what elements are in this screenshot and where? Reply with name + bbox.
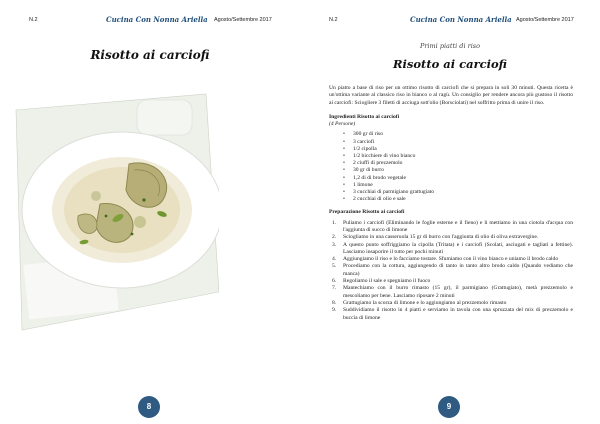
step-text: Sciogliamo in una casseruola 15 gr di burro con l'aggiunta di olio di oliva extravergine. <box>343 234 539 241</box>
ingredient-item: • 1/2 cipolla <box>353 146 573 153</box>
step-item <box>332 307 573 322</box>
page-title-left: Risotto ai carciofi <box>90 48 210 62</box>
step-item <box>332 234 573 241</box>
servings-note: (4 Persone) <box>329 121 356 128</box>
step-text: Aggiungiamo il riso e lo facciamo tostare. Sfumiamo con il vino bianco e uniamo il brodo caldo <box>343 256 559 263</box>
ingredient-item: • 1/2 bicchiere di vino bianco <box>353 153 573 160</box>
step-number: 6. <box>332 278 337 285</box>
ingredient-item: • 3 cucchiai di parmigiano grattugiato <box>353 189 573 196</box>
ingredient-item: • 1,2 di di brodo vegetale <box>353 175 573 182</box>
page-number-right: 9 <box>438 396 460 418</box>
step-number: 4. <box>332 256 337 263</box>
step-text: Puliamo i carciofi (Eliminando le foglie esterne e il fieno) e li mettiamo in una ciotola d'acqua con l'aggiunta di succo di limone <box>343 219 573 233</box>
step-text: Mantechiamo con il burro rimasto (15 gr), il parmigiano (Grattugiato), metà prezzemolo e mescoliamo per bene. Lasciamo riposare 2 minuti <box>343 285 573 299</box>
step-text: Regoliamo il sale e spegniamo il fuoco <box>343 278 431 285</box>
issue-number-left: N.2 <box>29 17 38 23</box>
ingredients-list <box>329 131 573 203</box>
step-text: A questo punto soffriggiamo la cipolla (Tritata) e i carciofi (Scolati, asciugati e tagliati a fettine). Lasciamo insaporire il tutto per pochi minuti <box>343 241 573 255</box>
step-item <box>332 219 573 235</box>
risotto-photo <box>14 92 219 332</box>
ingredient-item: • 300 gr di riso <box>353 131 573 138</box>
recipe-body <box>329 85 573 322</box>
step-number: 9. <box>332 307 337 314</box>
issue-number-right: N.2 <box>329 17 338 23</box>
issue-date-right: Agosto/Settembre 2017 <box>516 17 574 23</box>
ingredient-item: • 3 carciofi <box>353 139 573 146</box>
step-text: Procediamo con la cottura, aggiungendo di tanto in tanto altro brodo caldo (Quando vediamo che manca) <box>343 263 573 277</box>
preparation-steps <box>329 220 573 322</box>
step-number: 5. <box>332 263 337 270</box>
ingredient-item: • 2 ciuffi di prezzemolo <box>353 160 573 167</box>
section-label: Primi piatti di riso <box>419 42 481 50</box>
step-number: 8. <box>332 299 337 306</box>
page-title-right: Risotto ai carciofi <box>392 57 508 71</box>
ingredients-heading: Ingredienti Risotto ai carciofi <box>329 113 400 120</box>
ingredient-item: • 2 cucchiai di olio e sale <box>353 196 573 203</box>
page-number-left: 8 <box>138 396 160 418</box>
magazine-title-right: Cucina Con Nonna Ariella <box>410 15 512 24</box>
step-item <box>332 285 573 300</box>
magazine-title-left: Cucina Con Nonna Ariella <box>106 15 208 24</box>
step-item <box>332 241 573 257</box>
step-item <box>332 299 573 307</box>
step-text: Grattugiamo la scorza di limone e lo aggiungiamo al prezzemolo rimasto <box>343 299 507 306</box>
step-number: 3. <box>332 241 337 248</box>
step-item <box>332 263 573 278</box>
ingredient-item: • 1 limone <box>353 182 573 189</box>
step-number: 2. <box>332 234 337 241</box>
step-number: 7. <box>332 285 337 292</box>
issue-date-left: Agosto/Settembre 2017 <box>214 17 272 23</box>
step-number: 1. <box>332 219 337 226</box>
intro-paragraph: Un piatto a base di riso per un ottimo risotto di carciofi che si prepara in soli 30 minuti. Questa ricetta è un'ottima variante al classico riso in bianco o al ragù. Un consiglio per rendere ancora più gustoso il risotto ai carciofi: Sciogliere 3 filetti di acciuga sott'olio (Borsciolati) nel soffritto prima di unire il riso. <box>329 85 573 106</box>
step-text: Suddividiamo il risotto in 4 piatti e serviamo in tavola con una spruzzata del mix di prezzemolo e buccia di limone <box>343 307 573 321</box>
preparation-heading: Preparazione Risotto ai carciofi <box>329 209 405 216</box>
ingredient-item: • 30 gr di burro <box>353 167 573 174</box>
